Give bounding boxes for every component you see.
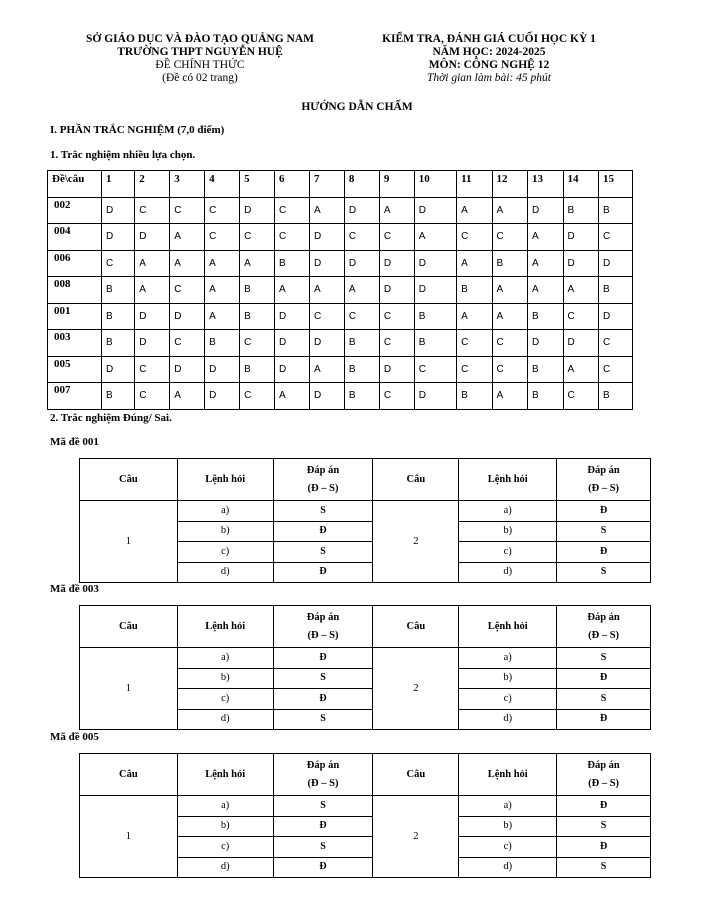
mc-question-number: 5 <box>240 171 275 198</box>
answer-cell: C <box>457 356 492 383</box>
answer-cell: B <box>599 383 633 410</box>
statement-label: a) <box>177 648 273 669</box>
official-label: ĐỀ CHÍNH THỨC <box>155 59 245 71</box>
statement-label: a) <box>177 501 273 522</box>
answer-cell: A <box>528 250 564 277</box>
answer-cell: D <box>135 224 170 251</box>
answer-cell: B <box>240 277 275 304</box>
answer-cell: C <box>563 303 599 330</box>
cau-header: Câu <box>373 606 459 648</box>
true-false-table <box>79 605 651 730</box>
exam-code-cell: 001 <box>48 303 102 330</box>
dap-an-sublabel: (Đ – S) <box>588 777 620 789</box>
tf-answer: Đ <box>273 562 373 583</box>
dap-an-header <box>557 459 651 501</box>
answer-cell: C <box>492 224 528 251</box>
answer-cell: D <box>379 277 414 304</box>
duration: Thời gian làm bài: 45 phút <box>426 72 552 84</box>
answer-cell: A <box>457 197 492 224</box>
answer-cell: A <box>309 277 344 304</box>
answer-cell: B <box>102 330 135 357</box>
dap-an-label: Đáp án <box>306 611 340 623</box>
statement-label: b) <box>459 521 557 542</box>
tf-header-row <box>80 606 651 648</box>
answer-cell: B <box>275 250 310 277</box>
mc-corner-cell: Đề\câu <box>48 171 102 198</box>
answer-cell: A <box>492 277 528 304</box>
tf-code-label: Mã đề 001 <box>50 436 99 448</box>
answer-cell: D <box>275 330 310 357</box>
answer-cell: C <box>492 330 528 357</box>
multiple-choice-table <box>47 170 633 410</box>
statement-label: b) <box>459 668 557 689</box>
cau-header: Câu <box>373 754 459 796</box>
exam-title: KIỂM TRA, ĐÁNH GIÁ CUỐI HỌC KỲ 1 <box>382 33 596 45</box>
answer-cell: A <box>457 250 492 277</box>
answer-cell: B <box>457 277 492 304</box>
cau-header: Câu <box>80 754 178 796</box>
statement-label: d) <box>177 562 273 583</box>
exam-code-cell: 003 <box>48 330 102 357</box>
exam-code-cell: 005 <box>48 356 102 383</box>
tf-answer: S <box>273 796 373 817</box>
answer-cell: D <box>309 383 344 410</box>
dap-an-label: Đáp án <box>587 611 620 623</box>
mc-question-number: 4 <box>205 171 240 198</box>
answer-cell: A <box>457 303 492 330</box>
statement-label: c) <box>177 837 273 858</box>
answer-cell: C <box>344 303 379 330</box>
answer-cell: D <box>379 356 414 383</box>
answer-cell: B <box>344 383 379 410</box>
answer-cell: C <box>492 356 528 383</box>
lenh-hoi-header: Lệnh hỏi <box>459 606 557 648</box>
dap-an-header <box>273 606 373 648</box>
statement-label: d) <box>459 857 557 878</box>
answer-cell: C <box>240 224 275 251</box>
tf-answer: Đ <box>273 648 373 669</box>
dap-an-header <box>557 754 651 796</box>
subject: MÔN: CÔNG NGHỆ 12 <box>428 59 550 71</box>
answer-cell: B <box>102 303 135 330</box>
answer-cell: A <box>170 383 205 410</box>
statement-label: c) <box>459 542 557 563</box>
table-row <box>48 356 633 383</box>
exam-code-cell: 002 <box>48 197 102 224</box>
cau-header: Câu <box>80 606 178 648</box>
answer-cell: C <box>135 356 170 383</box>
answer-cell: D <box>563 330 599 357</box>
answer-cell: C <box>240 383 275 410</box>
mc-question-number: 3 <box>170 171 205 198</box>
statement-label: b) <box>177 521 273 542</box>
mc-question-number: 6 <box>275 171 310 198</box>
mc-question-number: 13 <box>528 171 564 198</box>
true-false-table <box>79 458 651 583</box>
tf-answer: S <box>557 689 651 710</box>
table-row <box>48 250 633 277</box>
tf-answer: S <box>273 542 373 563</box>
answer-cell: B <box>414 330 456 357</box>
answer-cell: A <box>492 197 528 224</box>
dap-an-sublabel: (Đ – S) <box>307 777 339 789</box>
school-name: TRƯỜNG THPT NGUYỄN HUỆ <box>117 46 283 58</box>
answer-cell: D <box>309 250 344 277</box>
tf-answer: S <box>557 562 651 583</box>
answer-cell: D <box>528 330 564 357</box>
tf-answer: Đ <box>557 837 651 858</box>
tf-answer: S <box>557 521 651 542</box>
mc-question-number: 9 <box>379 171 414 198</box>
answer-cell: A <box>563 277 599 304</box>
answer-cell: D <box>379 250 414 277</box>
exam-code-cell: 008 <box>48 277 102 304</box>
answer-cell: C <box>599 224 633 251</box>
header-left <box>72 33 328 85</box>
answer-cell: B <box>457 383 492 410</box>
answer-cell: A <box>528 224 564 251</box>
table-row <box>48 383 633 410</box>
mc-question-number: 7 <box>309 171 344 198</box>
lenh-hoi-header: Lệnh hỏi <box>459 754 557 796</box>
mc-question-number: 1 <box>102 171 135 198</box>
tf-answer: Đ <box>557 709 651 730</box>
answer-cell: B <box>492 250 528 277</box>
answer-cell: D <box>309 224 344 251</box>
statement-label: b) <box>177 668 273 689</box>
question-number: 1 <box>80 648 178 730</box>
answer-cell: D <box>344 197 379 224</box>
answer-cell: A <box>344 277 379 304</box>
answer-cell: B <box>528 356 564 383</box>
statement-label: a) <box>459 501 557 522</box>
statement-label: c) <box>459 689 557 710</box>
answer-cell: B <box>528 383 564 410</box>
table-row <box>80 796 651 817</box>
table-row <box>48 277 633 304</box>
question-number: 2 <box>373 501 459 583</box>
answer-cell: A <box>528 277 564 304</box>
statement-label: d) <box>459 562 557 583</box>
tf-answer: Đ <box>557 796 651 817</box>
answer-cell: B <box>205 330 240 357</box>
answer-cell: B <box>344 356 379 383</box>
answer-cell: D <box>309 330 344 357</box>
dap-an-header <box>273 754 373 796</box>
answer-cell: A <box>492 383 528 410</box>
table-row <box>48 197 633 224</box>
tf-answer: S <box>557 857 651 878</box>
answer-cell: C <box>309 303 344 330</box>
answer-cell: A <box>563 356 599 383</box>
dap-an-sublabel: (Đ – S) <box>307 482 339 494</box>
table-row <box>48 224 633 251</box>
answer-cell: D <box>102 197 135 224</box>
mc-question-number: 14 <box>563 171 599 198</box>
answer-cell: C <box>344 224 379 251</box>
answer-cell: C <box>170 277 205 304</box>
answer-cell: C <box>599 356 633 383</box>
answer-cell: C <box>205 197 240 224</box>
school-year: NĂM HỌC: 2024-2025 <box>432 46 546 58</box>
department-name: SỞ GIÁO DỤC VÀ ĐÀO TẠO QUẢNG NAM <box>86 33 314 45</box>
tf-answer: S <box>273 709 373 730</box>
answer-cell: A <box>170 250 205 277</box>
tf-answer: Đ <box>273 857 373 878</box>
answer-cell: B <box>414 303 456 330</box>
answer-cell: C <box>457 224 492 251</box>
table-row <box>80 501 651 522</box>
answer-cell: C <box>275 197 310 224</box>
answer-cell: D <box>414 250 456 277</box>
lenh-hoi-header: Lệnh hỏi <box>177 459 273 501</box>
answer-cell: A <box>135 277 170 304</box>
statement-label: d) <box>177 857 273 878</box>
answer-cell: B <box>528 303 564 330</box>
answer-cell: D <box>135 330 170 357</box>
table-row <box>48 330 633 357</box>
answer-cell: D <box>135 303 170 330</box>
answer-cell: C <box>170 197 205 224</box>
part2-heading: 2. Trắc nghiệm Đúng/ Sai. <box>50 412 172 424</box>
answer-cell: A <box>275 383 310 410</box>
statement-label: b) <box>177 816 273 837</box>
tf-answer: Đ <box>557 542 651 563</box>
answer-cell: D <box>414 277 456 304</box>
dap-an-label: Đáp án <box>587 759 620 771</box>
answer-cell: D <box>563 224 599 251</box>
answer-cell: A <box>309 356 344 383</box>
answer-cell: B <box>102 383 135 410</box>
answer-cell: C <box>457 330 492 357</box>
mc-question-number: 8 <box>344 171 379 198</box>
tf-code-label: Mã đề 005 <box>50 731 99 743</box>
answer-cell: B <box>563 197 599 224</box>
answer-cell: B <box>344 330 379 357</box>
answer-cell: A <box>205 303 240 330</box>
answer-cell: A <box>205 277 240 304</box>
lenh-hoi-header: Lệnh hỏi <box>177 606 273 648</box>
statement-label: c) <box>177 689 273 710</box>
answer-cell: B <box>599 277 633 304</box>
answer-cell: B <box>599 197 633 224</box>
statement-label: c) <box>177 542 273 563</box>
answer-cell: D <box>205 383 240 410</box>
answer-cell: C <box>379 303 414 330</box>
statement-label: d) <box>459 709 557 730</box>
statement-label: d) <box>177 709 273 730</box>
mc-question-number: 10 <box>414 171 456 198</box>
answer-cell: C <box>170 330 205 357</box>
dap-an-label: Đáp án <box>306 759 340 771</box>
answer-cell: B <box>102 277 135 304</box>
tf-answer: S <box>273 501 373 522</box>
part1-heading: 1. Trắc nghiệm nhiều lựa chọn. <box>50 149 196 161</box>
answer-cell: C <box>414 356 456 383</box>
dap-an-sublabel: (Đ – S) <box>588 629 620 641</box>
answer-cell: D <box>275 356 310 383</box>
cau-header: Câu <box>80 459 178 501</box>
answer-cell: C <box>599 330 633 357</box>
mc-question-number: 12 <box>492 171 528 198</box>
answer-cell: B <box>240 303 275 330</box>
table-row <box>48 303 633 330</box>
answer-cell: C <box>102 250 135 277</box>
tf-answer: S <box>273 668 373 689</box>
exam-code-cell: 004 <box>48 224 102 251</box>
answer-cell: A <box>205 250 240 277</box>
question-number: 2 <box>373 648 459 730</box>
answer-cell: A <box>414 224 456 251</box>
tf-code-label: Mã đề 003 <box>50 583 99 595</box>
statement-label: c) <box>459 837 557 858</box>
mc-question-number: 15 <box>599 171 633 198</box>
answer-cell: D <box>240 197 275 224</box>
answer-cell: D <box>414 197 456 224</box>
header-right <box>362 33 616 85</box>
tf-answer: Đ <box>273 689 373 710</box>
answer-cell: C <box>240 330 275 357</box>
dap-an-sublabel: (Đ – S) <box>307 629 339 641</box>
answer-cell: D <box>205 356 240 383</box>
answer-cell: A <box>379 197 414 224</box>
statement-label: b) <box>459 816 557 837</box>
answer-cell: D <box>414 383 456 410</box>
answer-cell: C <box>205 224 240 251</box>
section-heading: I. PHẦN TRẮC NGHIỆM (7,0 điểm) <box>50 124 225 136</box>
dap-an-label: Đáp án <box>306 464 340 476</box>
answer-cell: D <box>599 303 633 330</box>
exam-code-cell: 007 <box>48 383 102 410</box>
tf-answer: S <box>557 648 651 669</box>
question-number: 2 <box>373 796 459 878</box>
question-number: 1 <box>80 796 178 878</box>
mc-question-number: 2 <box>135 171 170 198</box>
answer-cell: C <box>135 383 170 410</box>
lenh-hoi-header: Lệnh hỏi <box>177 754 273 796</box>
lenh-hoi-header: Lệnh hỏi <box>459 459 557 501</box>
answer-cell: C <box>379 224 414 251</box>
statement-label: a) <box>459 648 557 669</box>
tf-header-row <box>80 459 651 501</box>
answer-cell: C <box>135 197 170 224</box>
answer-cell: A <box>170 224 205 251</box>
answer-cell: A <box>240 250 275 277</box>
answer-cell: D <box>102 224 135 251</box>
answer-cell: A <box>275 277 310 304</box>
answer-cell: A <box>492 303 528 330</box>
tf-answer: Đ <box>557 501 651 522</box>
exam-code-cell: 006 <box>48 250 102 277</box>
answer-cell: A <box>309 197 344 224</box>
table-row <box>80 648 651 669</box>
answer-cell: B <box>240 356 275 383</box>
answer-cell: C <box>275 224 310 251</box>
true-false-table <box>79 753 651 878</box>
tf-answer: Đ <box>273 816 373 837</box>
answer-cell: C <box>379 383 414 410</box>
answer-cell: A <box>135 250 170 277</box>
question-number: 1 <box>80 501 178 583</box>
tf-header-row <box>80 754 651 796</box>
answer-cell: D <box>275 303 310 330</box>
answer-cell: D <box>528 197 564 224</box>
answer-cell: D <box>563 250 599 277</box>
tf-answer: Đ <box>557 668 651 689</box>
answer-cell: C <box>379 330 414 357</box>
answer-cell: C <box>563 383 599 410</box>
tf-answer: Đ <box>273 521 373 542</box>
dap-an-header <box>557 606 651 648</box>
page-title: HƯỚNG DẪN CHẤM <box>301 101 413 113</box>
answer-cell: D <box>170 303 205 330</box>
answer-cell: D <box>599 250 633 277</box>
statement-label: a) <box>459 796 557 817</box>
answer-cell: D <box>344 250 379 277</box>
statement-label: a) <box>177 796 273 817</box>
mc-header-row <box>48 171 633 198</box>
answer-cell: D <box>170 356 205 383</box>
mc-question-number: 11 <box>457 171 492 198</box>
answer-cell: D <box>102 356 135 383</box>
dap-an-label: Đáp án <box>587 464 620 476</box>
dap-an-sublabel: (Đ – S) <box>588 482 620 494</box>
tf-answer: S <box>273 837 373 858</box>
dap-an-header <box>273 459 373 501</box>
cau-header: Câu <box>373 459 459 501</box>
tf-answer: S <box>557 816 651 837</box>
page-count-note: (Đề có 02 trang) <box>162 72 238 84</box>
